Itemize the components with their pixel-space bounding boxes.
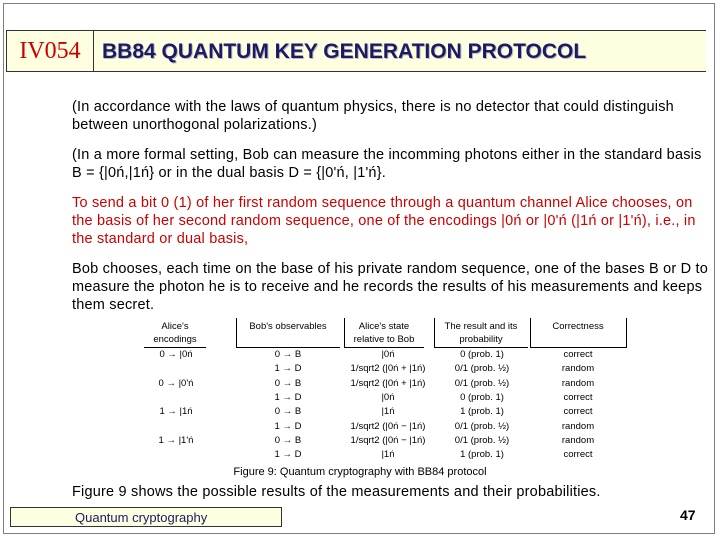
table-cell: correct xyxy=(563,349,593,360)
header-alice-state: Alice's state relative to Bob xyxy=(344,318,424,348)
header-correctness: Correctness xyxy=(530,318,626,348)
table-cell: 1 → |1'ń xyxy=(158,434,194,446)
header-divider xyxy=(626,318,627,348)
header-alice-encodings: Alice's encodings xyxy=(144,318,206,348)
table-cell: 0 → B xyxy=(274,434,302,446)
course-code-box xyxy=(6,30,94,72)
results-table xyxy=(144,318,626,460)
course-code: IV054 xyxy=(19,37,81,64)
table-cell: 0/1 (prob. ½) xyxy=(454,377,510,389)
table-cell: |1ń xyxy=(381,449,395,461)
paragraph-bases: (In a more formal setting, Bob can measure the incomming photons either in the standard basis B = {|0ń,|1ń} or in the dual basis D = {|0'ń, |1'ń}. xyxy=(72,147,702,181)
table-cell: 1/sqrt2 (|0ń + |1ń) xyxy=(350,377,426,389)
table-cell: random xyxy=(561,420,595,432)
table-cell: 0/1 (prob. ½) xyxy=(454,420,510,432)
header-bob-observables: Bob's observables xyxy=(236,318,340,348)
table-cell: 0/1 (prob. ½) xyxy=(454,434,510,446)
header-result-probability: The result and its probability xyxy=(434,318,528,348)
table-cell: correct xyxy=(563,391,593,403)
table-cell: 1 (prob. 1) xyxy=(460,406,504,418)
page-number: 47 xyxy=(680,507,696,523)
table-cell: 1 → D xyxy=(274,449,302,461)
figure-caption: Figure 9: Quantum cryptography with BB84 protocol xyxy=(233,466,487,478)
table-cell: 0 → B xyxy=(274,406,302,418)
table-cell: 1 (prob. 1) xyxy=(460,449,504,461)
table-cell: 0 → B xyxy=(274,349,302,360)
table-cell: 0 (prob. 1) xyxy=(460,391,504,403)
table-cell: random xyxy=(561,377,595,389)
paragraph-alice-encoding: To send a bit 0 (1) of her first random sequence through a quantum channel Alice chooses, on the basis of her second random sequence, one of the encodings |0ń or |0'ń (|1ń or |1'ń), i.e., in the standard or dual basis, xyxy=(72,195,696,247)
table-cell: 1 → D xyxy=(274,363,302,375)
header-divider xyxy=(344,318,345,348)
slide-title: BB84 QUANTUM KEY GENERATION PROTOCOL xyxy=(94,30,706,72)
table-cell: correct xyxy=(563,406,593,418)
footer-box xyxy=(10,507,282,527)
paragraph-figure-summary: Figure 9 shows the possible results of the measurements and their probabilities. xyxy=(72,484,601,500)
table-cell: 1 → D xyxy=(274,420,302,432)
table-cell: random xyxy=(561,363,595,375)
table-cell: 0 → B xyxy=(274,377,302,389)
table-cell: 0 → |0ń xyxy=(159,349,193,360)
table-cell: 0 (prob. 1) xyxy=(460,349,504,360)
table-cell: 1 → D xyxy=(274,391,302,403)
table-cell: |1ń xyxy=(381,406,395,418)
table-cell: 1/sqrt2 (|0ń − |1ń) xyxy=(350,420,426,432)
table-cell: random xyxy=(561,434,595,446)
table-cell: |0ń xyxy=(381,349,395,360)
table-cell: 1 → |1ń xyxy=(159,406,193,418)
slide-header xyxy=(6,30,712,72)
paragraph-bob-measurement: Bob chooses, each time on the base of his private random sequence, one of the bases B or D to measure the photon he is to receive and he records the results of his measurements and keeps them secret. xyxy=(72,261,709,313)
table-cell: 1/sqrt2 (|0ń − |1ń) xyxy=(350,434,426,446)
table-cell: 1/sqrt2 (|0ń + |1ń) xyxy=(350,363,426,375)
table-cell: |0ń xyxy=(381,391,395,403)
table-cell: correct xyxy=(563,449,593,461)
header-divider xyxy=(530,318,531,348)
table-cell: 0/1 (prob. ½) xyxy=(454,363,510,375)
header-divider xyxy=(434,318,435,348)
header-divider xyxy=(236,318,237,348)
footer-label: Quantum cryptography xyxy=(75,510,208,525)
paragraph-polarizations: (In accordance with the laws of quantum physics, there is no detector that could distinguish between unorthogonal polarizations.) xyxy=(72,99,674,133)
table-cell: 0 → |0'ń xyxy=(158,377,194,389)
